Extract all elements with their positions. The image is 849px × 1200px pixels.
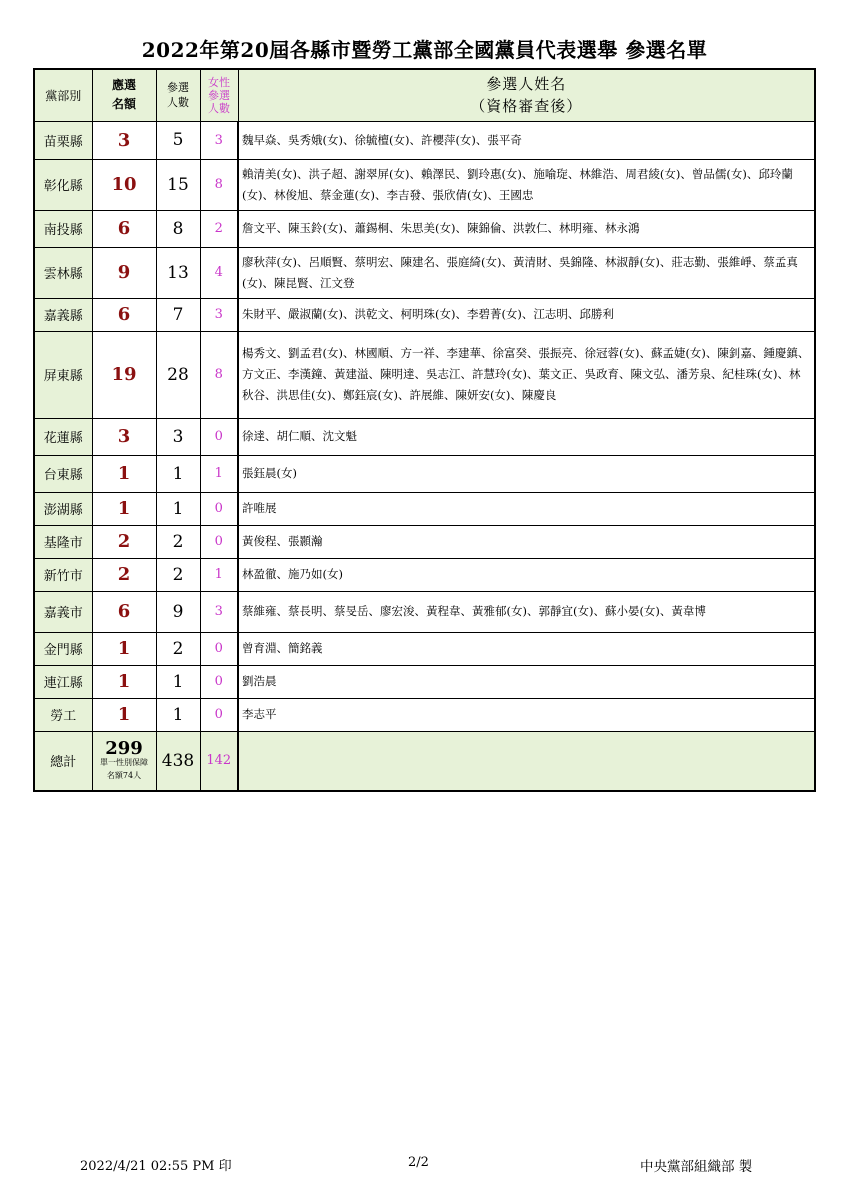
total-quota-note-line2: 名額74人 bbox=[106, 770, 142, 780]
header-candidates bbox=[156, 69, 200, 121]
county-cell: 金門縣 bbox=[34, 632, 92, 665]
quota-cell: 19 bbox=[92, 331, 156, 418]
candidate-names-cell: 曾育淵、簡銘義 bbox=[238, 632, 815, 665]
table-row bbox=[34, 591, 815, 632]
quota-cell: 9 bbox=[92, 247, 156, 298]
candidate-table bbox=[33, 68, 816, 792]
total-names-blank bbox=[238, 731, 815, 791]
candidate-names-cell: 賴清美(女)、洪子超、謝翠屏(女)、賴澤民、劉玲惠(女)、施喻琁、林維浩、周君綾(女)、曾品儒(女)、邱玲蘭(女)、林俊旭、蔡金蓮(女)、李吉發、張欣倩(女)、王國忠 bbox=[238, 159, 815, 210]
female-count-cell: 8 bbox=[200, 331, 238, 418]
total-female: 142 bbox=[200, 731, 238, 791]
candidates-cell: 2 bbox=[156, 558, 200, 591]
candidate-names-cell: 楊秀文、劉孟君(女)、林國順、方一祥、李建華、徐富癸、張振亮、徐冠蓉(女)、蘇孟婕(女)、陳釗嘉、鍾慶鎮、方文正、李漢鐘、黃建溢、陳明達、吳志江、許慧玲(女)、葉文正、吳政育、陳文弘、潘芳泉、紀桂珠(女)、林秋谷、洪思佳(女)、鄭鈺宸(女)、許展維、陳妍安(女)、陳慶良 bbox=[238, 331, 815, 418]
candidate-names-cell: 廖秋萍(女)、呂順賢、蔡明宏、陳建名、張庭綺(女)、黃清財、吳錦隆、林淑靜(女)、莊志勤、張維崢、蔡孟真(女)、陳昆賢、江文登 bbox=[238, 247, 815, 298]
table-row bbox=[34, 159, 815, 210]
table-row bbox=[34, 455, 815, 492]
female-count-cell: 0 bbox=[200, 525, 238, 558]
candidates-cell: 3 bbox=[156, 418, 200, 455]
quota-cell: 6 bbox=[92, 591, 156, 632]
quota-cell: 10 bbox=[92, 159, 156, 210]
header-female bbox=[200, 69, 238, 121]
county-cell: 彰化縣 bbox=[34, 159, 92, 210]
county-cell: 雲林縣 bbox=[34, 247, 92, 298]
candidates-cell: 1 bbox=[156, 665, 200, 698]
page-title: 2022年第20屆各縣市暨勞工黨部全國黨員代表選舉 參選名單 bbox=[141, 38, 708, 62]
quota-cell: 1 bbox=[92, 698, 156, 731]
header-female-line2: 參選 bbox=[208, 88, 230, 102]
county-cell: 澎湖縣 bbox=[34, 492, 92, 525]
candidates-cell: 8 bbox=[156, 210, 200, 247]
candidate-names-cell: 朱財平、嚴淑蘭(女)、洪乾文、柯明珠(女)、李碧菁(女)、江志明、邱勝利 bbox=[238, 298, 815, 331]
candidate-names-cell: 劉浩晨 bbox=[238, 665, 815, 698]
candidate-names-cell: 張鈺晨(女) bbox=[238, 455, 815, 492]
county-cell: 嘉義市 bbox=[34, 591, 92, 632]
candidates-cell: 7 bbox=[156, 298, 200, 331]
quota-cell: 3 bbox=[92, 121, 156, 159]
header-quota bbox=[92, 69, 156, 121]
table-header-row bbox=[34, 69, 815, 121]
quota-cell: 2 bbox=[92, 525, 156, 558]
table-row bbox=[34, 247, 815, 298]
candidates-cell: 1 bbox=[156, 455, 200, 492]
header-quota-line2: 名額 bbox=[111, 97, 136, 112]
candidates-cell: 28 bbox=[156, 331, 200, 418]
table-row bbox=[34, 558, 815, 591]
table-row bbox=[34, 525, 815, 558]
county-cell: 台東縣 bbox=[34, 455, 92, 492]
total-quota: 299 bbox=[105, 737, 143, 759]
total-quota-cell bbox=[92, 731, 156, 791]
candidate-names-cell: 魏早焱、吳秀娥(女)、徐毓檀(女)、許櫻萍(女)、張平奇 bbox=[238, 121, 815, 159]
county-cell: 新竹市 bbox=[34, 558, 92, 591]
quota-cell: 2 bbox=[92, 558, 156, 591]
table-row bbox=[34, 698, 815, 731]
quota-cell: 6 bbox=[92, 298, 156, 331]
table-row bbox=[34, 298, 815, 331]
female-count-cell: 4 bbox=[200, 247, 238, 298]
candidate-names-cell: 蔡維雍、蔡長明、蔡旻岳、廖宏浚、黃程韋、黃雅郁(女)、郭靜宜(女)、蘇小晏(女)、黃韋博 bbox=[238, 591, 815, 632]
quota-cell: 3 bbox=[92, 418, 156, 455]
quota-cell: 6 bbox=[92, 210, 156, 247]
header-female-line1: 女性 bbox=[208, 75, 230, 89]
county-cell: 連江縣 bbox=[34, 665, 92, 698]
total-quota-note-line1: 單一性別保障 bbox=[100, 757, 148, 767]
candidate-names-cell: 黃俊程、張顥瀚 bbox=[238, 525, 815, 558]
candidate-names-cell: 許唯展 bbox=[238, 492, 815, 525]
candidates-cell: 1 bbox=[156, 492, 200, 525]
candidates-cell: 15 bbox=[156, 159, 200, 210]
county-cell: 嘉義縣 bbox=[34, 298, 92, 331]
candidate-names-cell: 林盈徹、施乃如(女) bbox=[238, 558, 815, 591]
table-row bbox=[34, 418, 815, 455]
candidates-cell: 13 bbox=[156, 247, 200, 298]
total-label: 總計 bbox=[34, 731, 92, 791]
candidates-cell: 5 bbox=[156, 121, 200, 159]
header-names bbox=[238, 69, 815, 121]
header-names-line2: （資格審查後） bbox=[470, 97, 583, 116]
total-candidates: 438 bbox=[156, 731, 200, 791]
female-count-cell: 0 bbox=[200, 492, 238, 525]
header-candidates-line1: 參選 bbox=[167, 81, 189, 95]
county-cell: 勞工 bbox=[34, 698, 92, 731]
candidates-cell: 2 bbox=[156, 525, 200, 558]
county-cell: 花蓮縣 bbox=[34, 418, 92, 455]
header-candidates-line2: 人數 bbox=[167, 96, 189, 110]
table-row bbox=[34, 632, 815, 665]
header-female-line3: 人數 bbox=[208, 101, 230, 115]
footer-printed-date: 2022/4/21 02:55 PM 印 bbox=[80, 1159, 232, 1174]
female-count-cell: 1 bbox=[200, 455, 238, 492]
candidate-names-cell: 徐達、胡仁順、沈文魁 bbox=[238, 418, 815, 455]
table-row bbox=[34, 492, 815, 525]
quota-cell: 1 bbox=[92, 632, 156, 665]
female-count-cell: 0 bbox=[200, 418, 238, 455]
footer-maker: 中央黨部組織部 製 bbox=[640, 1159, 753, 1175]
header-names-line1: 參選人姓名 bbox=[486, 75, 567, 94]
candidates-cell: 1 bbox=[156, 698, 200, 731]
female-count-cell: 2 bbox=[200, 210, 238, 247]
table-row bbox=[34, 121, 815, 159]
female-count-cell: 0 bbox=[200, 632, 238, 665]
female-count-cell: 8 bbox=[200, 159, 238, 210]
table-row bbox=[34, 665, 815, 698]
female-count-cell: 3 bbox=[200, 591, 238, 632]
candidates-cell: 2 bbox=[156, 632, 200, 665]
female-count-cell: 0 bbox=[200, 698, 238, 731]
female-count-cell: 3 bbox=[200, 298, 238, 331]
header-quota-line1: 應選 bbox=[111, 78, 136, 93]
county-cell: 南投縣 bbox=[34, 210, 92, 247]
quota-cell: 1 bbox=[92, 492, 156, 525]
candidates-cell: 9 bbox=[156, 591, 200, 632]
female-count-cell: 1 bbox=[200, 558, 238, 591]
candidate-names-cell: 李志平 bbox=[238, 698, 815, 731]
county-cell: 基隆市 bbox=[34, 525, 92, 558]
quota-cell: 1 bbox=[92, 665, 156, 698]
county-cell: 屏東縣 bbox=[34, 331, 92, 418]
header-party: 黨部別 bbox=[34, 69, 92, 121]
county-cell: 苗栗縣 bbox=[34, 121, 92, 159]
female-count-cell: 3 bbox=[200, 121, 238, 159]
table-row bbox=[34, 331, 815, 418]
total-row bbox=[34, 731, 815, 791]
quota-cell: 1 bbox=[92, 455, 156, 492]
candidate-names-cell: 詹文平、陳玉鈴(女)、蕭錫桐、朱思美(女)、陳錦倫、洪敦仁、林明雍、林永鴻 bbox=[238, 210, 815, 247]
table-row bbox=[34, 210, 815, 247]
female-count-cell: 0 bbox=[200, 665, 238, 698]
footer-page-number: 2/2 bbox=[408, 1155, 429, 1170]
